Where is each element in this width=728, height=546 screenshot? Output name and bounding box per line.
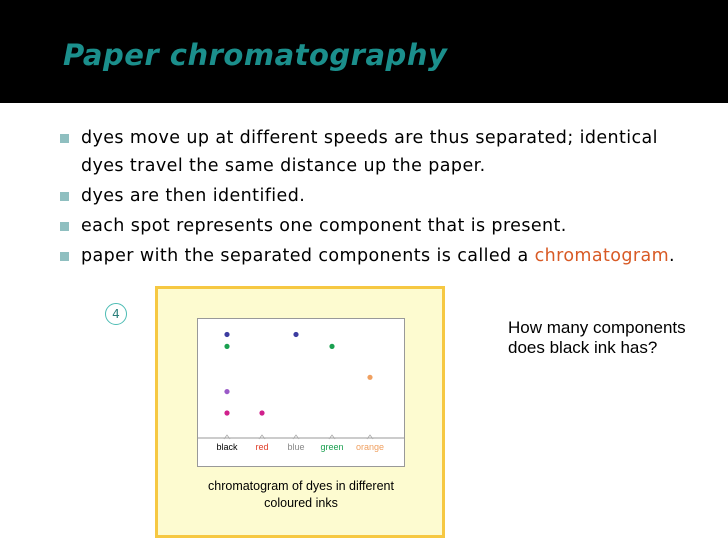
figure-caption: chromatogram of dyes in different coloured inks — [208, 479, 394, 510]
chromatogram-figure — [198, 319, 404, 466]
lane-label: blue — [287, 442, 305, 452]
question-text: How many components does black ink has? — [508, 318, 686, 357]
dye-spot — [224, 410, 229, 415]
chromatogram-paper — [197, 318, 405, 467]
bullet-text: paper with the separated components is called a — [81, 246, 535, 266]
bullet-list — [60, 124, 700, 272]
dye-spot — [259, 410, 264, 415]
bullet-item — [60, 242, 700, 270]
lane-label: green — [320, 442, 344, 452]
slide-title: Paper chromatography — [63, 38, 448, 72]
bullet-item — [60, 124, 700, 180]
square-bullet-icon — [60, 192, 69, 201]
lane-label: orange — [355, 442, 385, 452]
dye-spot — [224, 389, 229, 394]
bullet-item — [60, 212, 700, 240]
dye-spot — [293, 332, 298, 337]
dye-spot — [224, 332, 229, 337]
title-bar — [0, 0, 728, 103]
bullet-text: each spot represents one component that is present. — [81, 216, 567, 236]
lane-label: black — [216, 442, 238, 452]
lane-label: red — [255, 442, 269, 452]
square-bullet-icon — [60, 134, 69, 143]
dye-spot — [329, 344, 334, 349]
chromatogram-term: chromatogram — [534, 246, 670, 266]
bullet-item — [60, 182, 700, 210]
bullet-suffix: . — [669, 246, 676, 266]
square-bullet-icon — [60, 252, 69, 261]
dye-spot — [367, 375, 372, 380]
bullet-text: dyes are then identified. — [81, 186, 306, 206]
square-bullet-icon — [60, 222, 69, 231]
dye-spot — [224, 344, 229, 349]
bullet-text: dyes move up at different speeds are thus separated; identical dyes travel the same distance up the paper. — [81, 128, 658, 176]
step-number-badge: 4 — [105, 303, 127, 325]
